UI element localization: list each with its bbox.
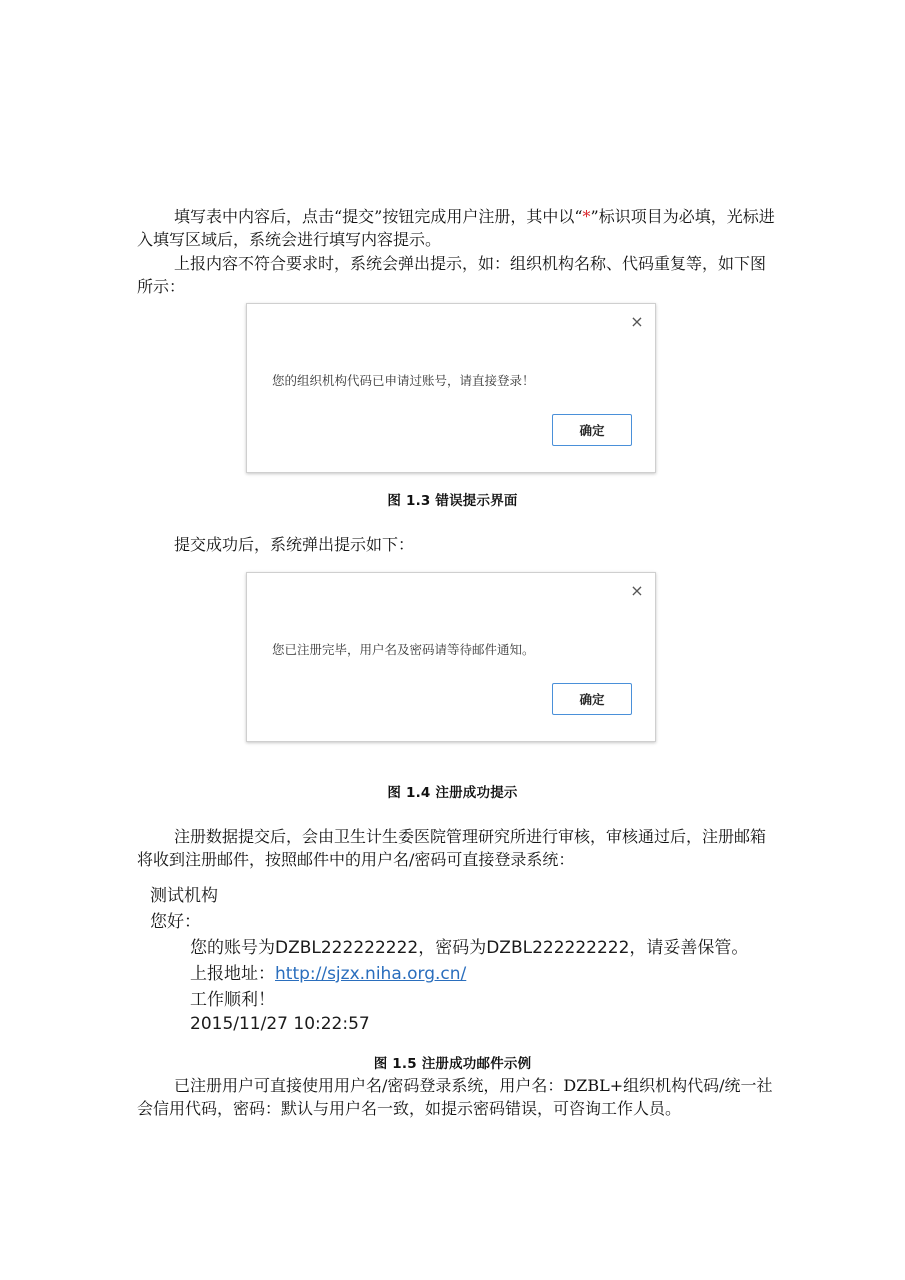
email-account-line: 您的账号为DZBL222222222，密码为DZBL222222222，请妥善保管。 bbox=[190, 938, 749, 958]
figure-caption-1-3: 图 1.3 错误提示界面 bbox=[387, 493, 518, 509]
email-wish: 工作顺利！ bbox=[190, 990, 275, 1010]
confirm-button[interactable]: 确定 bbox=[552, 414, 632, 446]
email-datetime: 2015/11/27 10:22:57 bbox=[190, 1014, 370, 1034]
paragraph-submit-success: 提交成功后，系统弹出提示如下： bbox=[174, 535, 415, 554]
paragraph-review-process: 注册数据提交后，会由卫生计生委医院管理研究所进行审核，审核通过后，注册邮箱将收到注册邮件，按照邮件中的用户名/密码可直接登录系统： bbox=[137, 827, 767, 869]
paragraph-login-instructions: 已注册用户可直接使用用户名/密码登录系统，用户名：DZBL+组织机构代码/统一社会信用代码，密码：默认与用户名一致，如提示密码错误，可咨询工作人员。 bbox=[137, 1076, 773, 1118]
error-message: 您的组织机构代码已申请过账号，请直接登录！ bbox=[272, 373, 535, 388]
report-address-link[interactable]: http://sjzx.niha.org.cn/ bbox=[275, 964, 467, 984]
figure-caption-1-4: 图 1.4 注册成功提示 bbox=[387, 785, 518, 801]
close-icon[interactable]: × bbox=[630, 581, 644, 600]
required-asterisk: * bbox=[582, 207, 591, 226]
success-message: 您已注册完毕，用户名及密码请等待邮件通知。 bbox=[272, 642, 535, 657]
confirm-button[interactable]: 确定 bbox=[552, 683, 632, 715]
error-dialog bbox=[246, 303, 656, 473]
email-address-line: 上报地址：http://sjzx.niha.org.cn/ bbox=[190, 964, 467, 984]
close-icon[interactable]: × bbox=[630, 312, 644, 331]
success-dialog bbox=[246, 572, 656, 742]
email-org-name: 测试机构 bbox=[150, 886, 218, 906]
paragraph-duplicate-warning: 上报内容不符合要求时，系统会弹出提示，如：组织机构名称、代码重复等，如下图所示： bbox=[137, 254, 767, 296]
figure-caption-1-5: 图 1.5 注册成功邮件示例 bbox=[373, 1056, 532, 1072]
paragraph-required-fields: 填写表中内容后，点击“提交”按钮完成用户注册，其中以“*”标识项目为必填，光标进入填写区域后，系统会进行填写内容提示。 bbox=[137, 207, 775, 249]
email-greeting: 您好： bbox=[150, 912, 201, 932]
